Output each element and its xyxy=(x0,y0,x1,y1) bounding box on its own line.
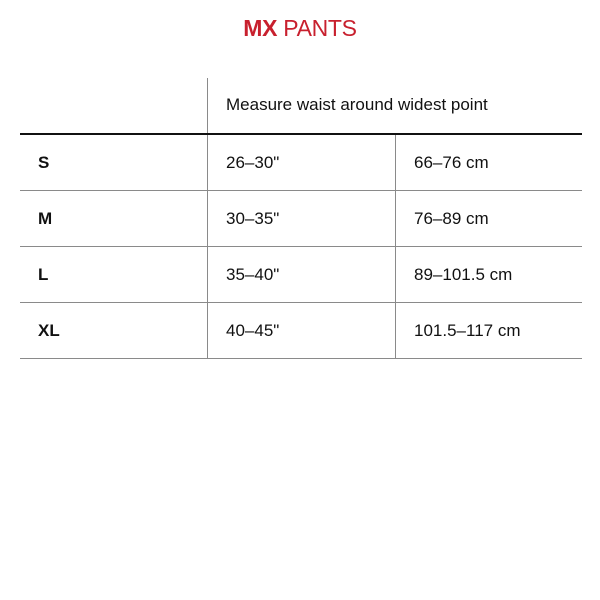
table-header-row xyxy=(20,78,582,135)
size-chart-table xyxy=(20,78,582,359)
title-brand: MX xyxy=(243,15,278,41)
waist-cm: 89–101.5 cm xyxy=(395,247,582,302)
size-label: M xyxy=(38,209,53,228)
table-header-measure: Measure waist around widest point xyxy=(226,95,488,114)
waist-cm: 101.5–117 cm xyxy=(395,303,582,358)
table-row xyxy=(20,247,582,303)
size-label: XL xyxy=(38,321,60,340)
page-title xyxy=(0,14,600,42)
size-label: S xyxy=(38,153,50,172)
size-label: L xyxy=(38,265,49,284)
waist-inches: 40–45" xyxy=(207,303,395,358)
waist-inches: 30–35" xyxy=(207,191,395,246)
waist-inches: 26–30" xyxy=(207,135,395,190)
waist-cm: 66–76 cm xyxy=(395,135,582,190)
waist-cm: 76–89 cm xyxy=(395,191,582,246)
waist-inches: 35–40" xyxy=(207,247,395,302)
table-row xyxy=(20,135,582,191)
table-row xyxy=(20,303,582,359)
header-divider xyxy=(207,78,208,133)
table-row xyxy=(20,191,582,247)
title-product: PANTS xyxy=(283,15,357,41)
